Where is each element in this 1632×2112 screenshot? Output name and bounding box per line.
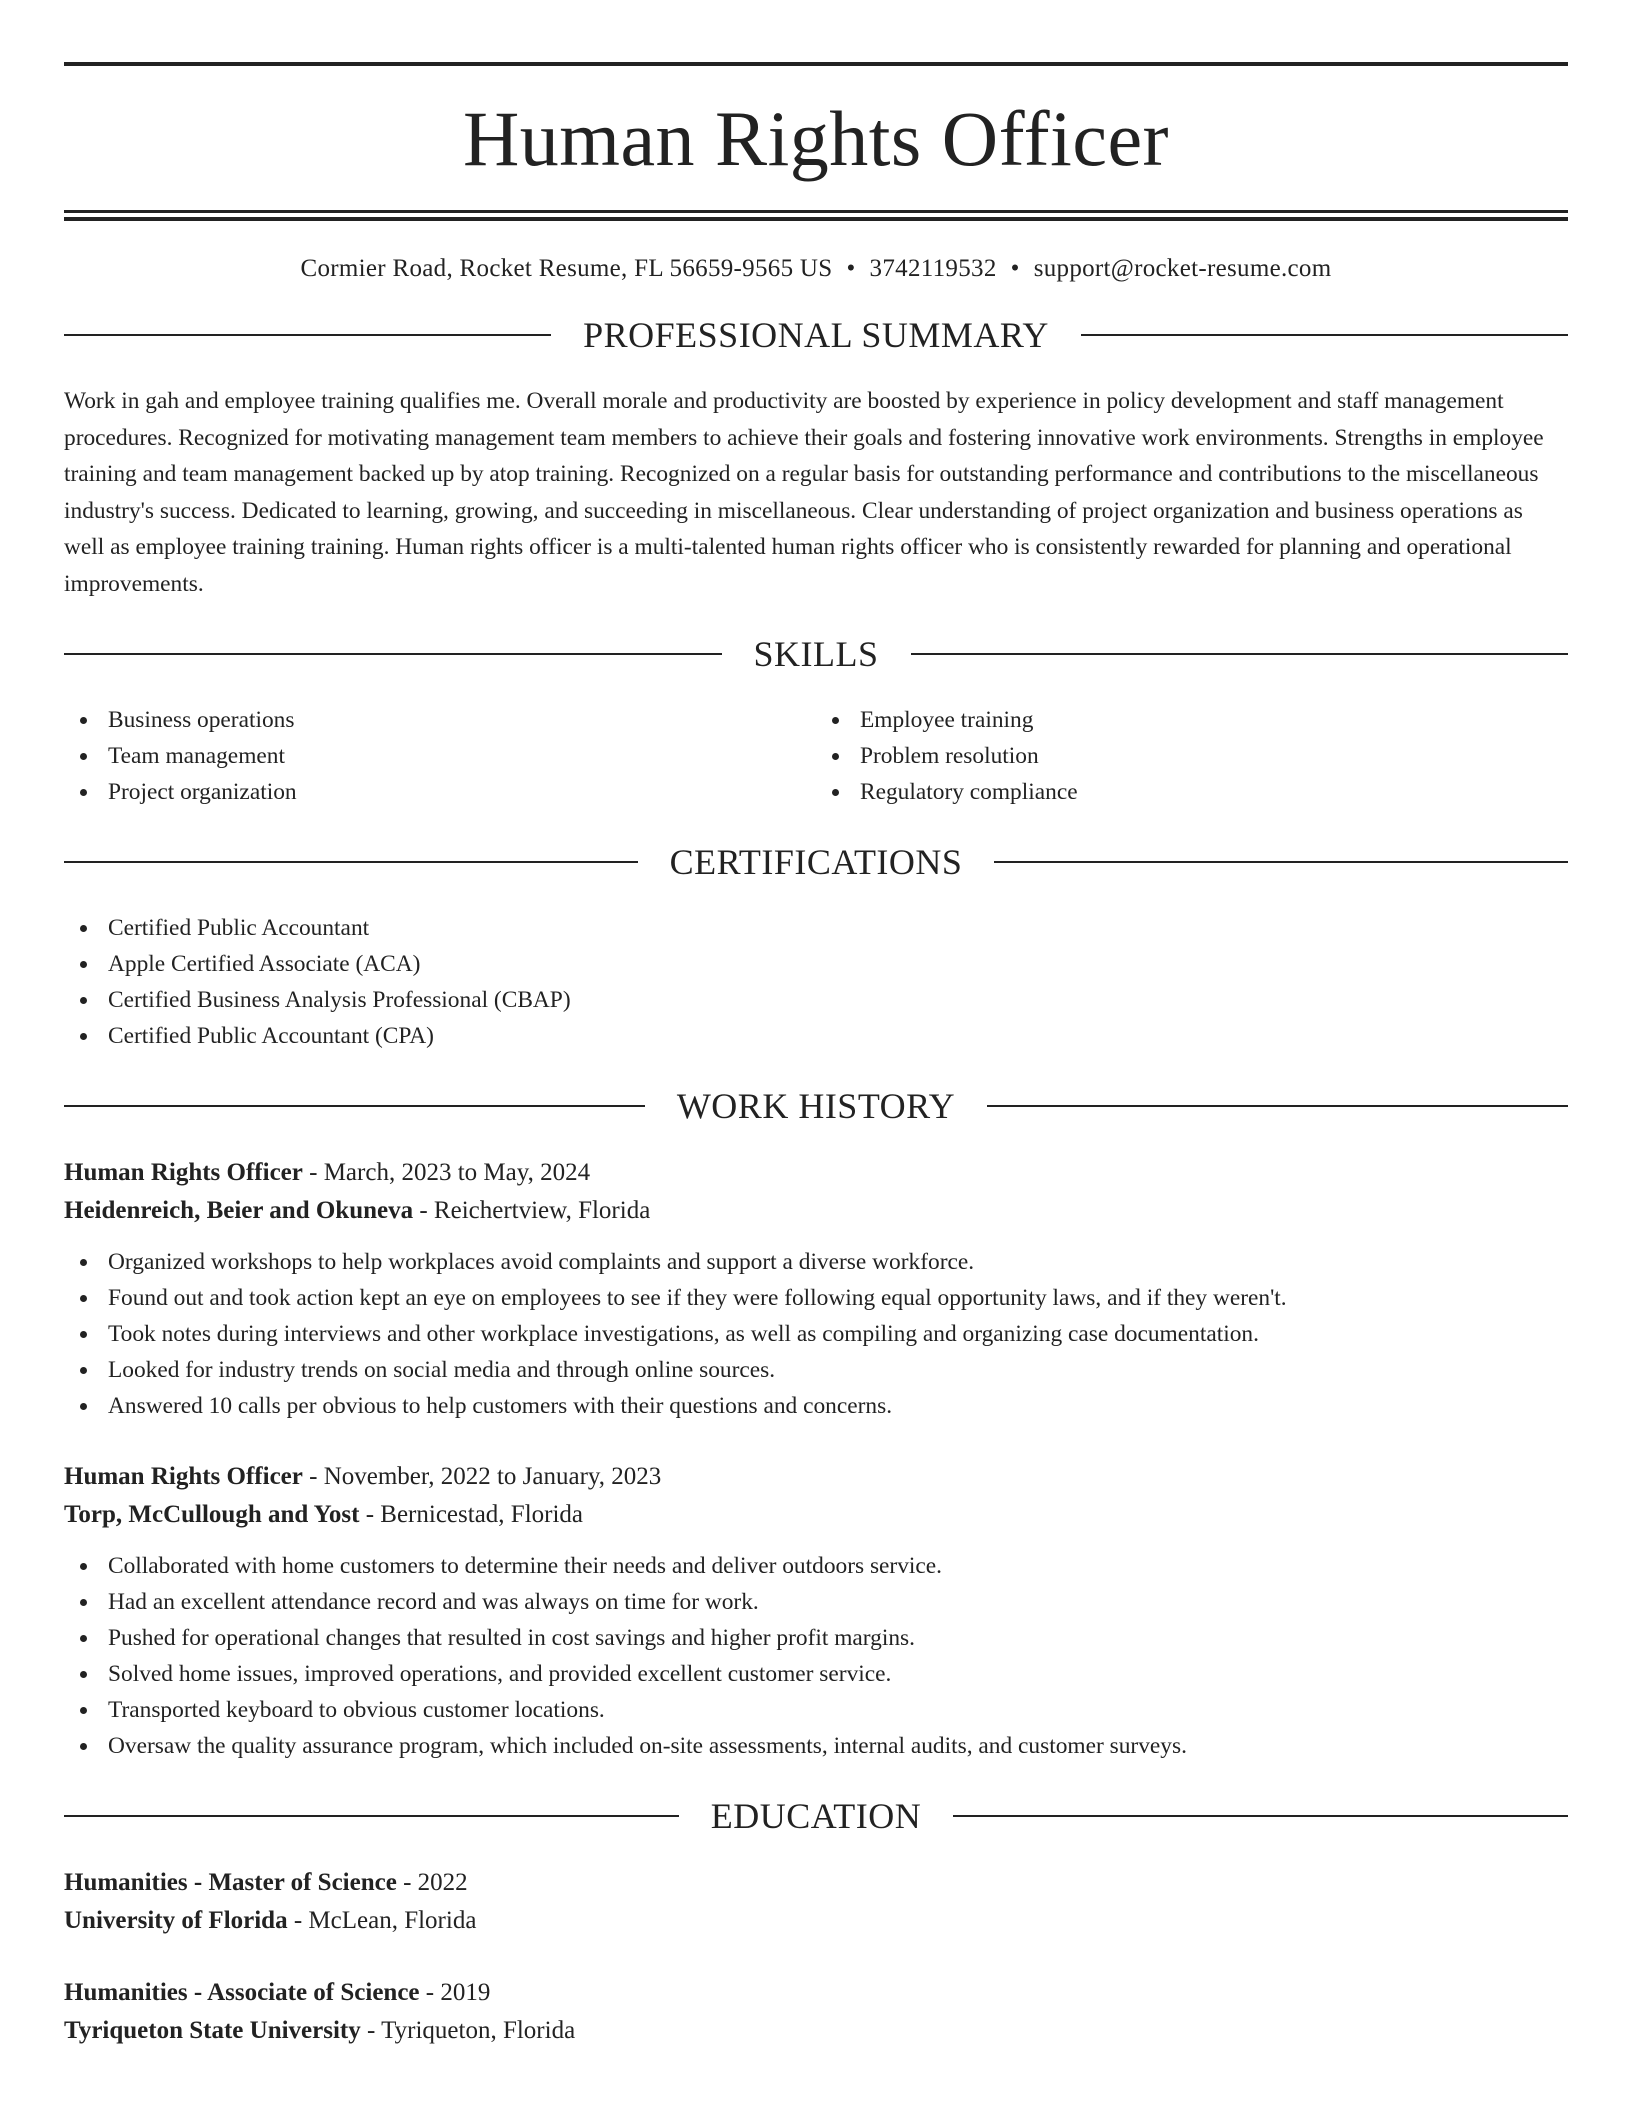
job-duty: Collaborated with home customers to determine their needs and deliver outdoors service. [64,1548,1568,1584]
job-duty: Oversaw the quality assurance program, which included on-site assessments, internal audits, and customer surveys. [64,1728,1568,1764]
education-school: Tyriqueton State University [64,2017,361,2044]
education-degree-line [64,1864,1568,1902]
heading-rule-right [987,1105,1568,1107]
job-company: Torp, McCullough and Yost [64,1501,360,1528]
skills-list [64,702,1568,810]
skills-heading: SKILLS [753,634,879,674]
certification-item: Certified Public Accountant (CPA) [64,1018,1568,1054]
job-duties-list [64,1548,1568,1764]
education-year: - 2022 [396,1869,468,1896]
job-duty: Organized workshops to help workplaces avoid complaints and support a diverse workforce. [64,1244,1568,1280]
certifications-heading: CERTIFICATIONS [669,842,963,882]
job-duty: Transported keyboard to obvious customer locations. [64,1692,1568,1728]
certification-item: Certified Business Analysis Professional (CBAP) [64,982,1568,1018]
education-entry [64,1864,1568,1940]
contact-phone: 3742119532 [869,255,997,282]
job-duty: Took notes during interviews and other workplace investigations, as well as compiling and organizing case documentation. [64,1316,1568,1352]
job-location: - Reichertview, Florida [413,1197,651,1224]
education-location: - McLean, Florida [287,1907,477,1934]
education-degree: Humanities - Associate of Science [64,1979,420,2006]
job-dates: - March, 2023 to May, 2024 [302,1159,591,1186]
skill-item: Employee training [816,702,1568,738]
job-duty: Looked for industry trends on social media and through online sources. [64,1352,1568,1388]
education-section-heading [64,1798,1568,1834]
skills-section-heading [64,636,1568,672]
heading-rule-left [64,1105,645,1107]
heading-rule-right [911,653,1569,655]
education-school: University of Florida [64,1907,288,1934]
job-duty: Solved home issues, improved operations, and provided excellent customer service. [64,1656,1568,1692]
education-location: - Tyriqueton, Florida [360,2017,576,2044]
education-school-line [64,1902,1568,1940]
job-entry [64,1154,1568,1424]
certification-item: Apple Certified Associate (ACA) [64,946,1568,982]
skill-item: Problem resolution [816,738,1568,774]
skill-item: Project organization [64,774,816,810]
education-heading: EDUCATION [710,1796,922,1836]
contact-separator: • [1010,255,1020,282]
education-school-line [64,2012,1568,2050]
contact-separator: • [846,255,856,282]
job-title-line [64,1458,1568,1496]
heading-rule-right [994,861,1568,863]
certifications-list [64,910,1568,1054]
job-entry [64,1458,1568,1764]
heading-rule-left [64,1815,679,1817]
education-degree: Humanities - Master of Science [64,1869,397,1896]
heading-rule-left [64,861,638,863]
summary-text: Work in gah and employee training qualifies me. Overall morale and productivity are boosted by experience in policy development and staff management procedures. Recognized for motivating management team members to achieve their goals and fostering innovative work environments. Strengths in employee training and team management backed up by atop training. Recognized on a regular basis for outstanding performance and contributions to the miscellaneous industry's success. Dedicated to learning, growing, and succeeding in miscellaneous. Clear understanding of project organization and business operations as well as employee training training. Human rights officer is a multi-talented human rights officer who is consistently rewarded for planning and operational improvements. [64,388,1544,597]
resume-title: Human Rights Officer [462,95,1170,182]
heading-rule-left [64,334,551,336]
job-dates: - November, 2022 to January, 2023 [302,1463,662,1490]
education-entry [64,1974,1568,2050]
skills-column-left [64,702,816,810]
job-company-line [64,1496,1568,1534]
job-location: - Bernicestad, Florida [359,1501,584,1528]
job-role: Human Rights Officer [64,1159,303,1186]
summary-heading: PROFESSIONAL SUMMARY [583,315,1049,355]
job-title-line [64,1154,1568,1192]
job-duties-list [64,1244,1568,1424]
skill-item: Business operations [64,702,816,738]
skill-item: Regulatory compliance [816,774,1568,810]
work-section-heading [64,1088,1568,1124]
job-company: Heidenreich, Beier and Okuneva [64,1197,414,1224]
job-role: Human Rights Officer [64,1463,303,1490]
education-degree-line [64,1974,1568,2012]
certifications-section-heading [64,844,1568,880]
job-company-line [64,1192,1568,1230]
contact-line [64,255,1568,283]
heading-rule-left [64,653,722,655]
work-heading: WORK HISTORY [676,1086,956,1126]
job-duty: Found out and took action kept an eye on employees to see if they were following equal opportunity laws, and if they weren't. [64,1280,1568,1316]
header-double-rule [64,210,1568,221]
heading-rule-right [1081,334,1568,336]
heading-rule-right [953,1815,1568,1817]
education-year: - 2019 [419,1979,491,2006]
summary-section-heading [64,317,1568,353]
job-duty: Pushed for operational changes that resulted in cost savings and higher profit margins. [64,1620,1568,1656]
contact-address: Cormier Road, Rocket Resume, FL 56659-9565 US [300,255,833,282]
skills-column-right [816,702,1568,810]
job-duty: Answered 10 calls per obvious to help customers with their questions and concerns. [64,1388,1568,1424]
skill-item: Team management [64,738,816,774]
job-duty: Had an excellent attendance record and was always on time for work. [64,1584,1568,1620]
certification-item: Certified Public Accountant [64,910,1568,946]
contact-email: support@rocket-resume.com [1033,255,1332,282]
